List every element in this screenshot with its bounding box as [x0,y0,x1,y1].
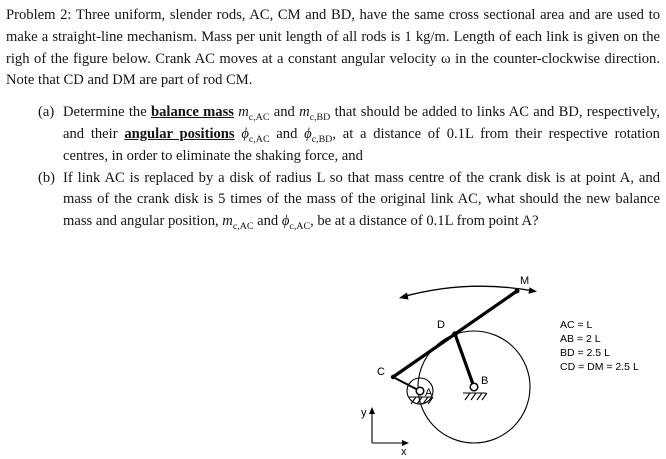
coordinate-axes [361,407,409,458]
y-axis-label: y [361,407,367,419]
problem-parts [6,102,660,233]
var-b-phi-cAC-base: ϕ [281,213,290,230]
problem-document [6,5,660,233]
part-b-text-3: , be at a distance of 0.1L from point A? [310,213,539,230]
label-B: B [481,375,489,387]
var-phi-cBD-sub: c,BD [311,133,333,145]
x-axis-label: x [401,446,407,458]
var-m-cBD-sub: c,BD [309,112,331,124]
part-a-text-5: , at a distance of 0.1L from their respective rotation centres, in order to eliminate the shaking force, and [63,125,660,164]
part-b-marker: (b) [38,169,56,186]
var-b-phi-cAC-sub: c,AC [289,221,311,233]
arrow-left-icon [399,293,409,300]
label-M: M [520,275,530,287]
var-phi-cBD-base: ϕ [304,125,312,142]
var-b-m-cAC-sub: c,AC [232,221,254,233]
part-a-text-4: and [269,125,305,142]
part-a-term-angular-positions: angular positions [124,125,235,142]
legend-line-3: BD = 2.5 L [560,347,610,359]
label-C: C [377,366,385,378]
var-m-cAC-base: m [238,104,249,121]
mechanism-figure [355,270,666,459]
part-b-text-1: If link AC is replaced by a disk of radius L so that mass centre of the crank disk is at point A, and mass of the crank disk is 5 times of the mass of the original link AC, what should the new balance mass and angular position, [63,169,660,230]
part-b [6,168,660,233]
part-b-text-2: and [253,213,282,230]
var-b-m-cAC-base: m [222,213,233,230]
arrow-right-icon [529,287,538,294]
part-a-text-1: Determine the [63,104,151,121]
joint-D-dot [452,331,458,337]
rod-BD [455,334,474,387]
part-a-text-2: and [269,104,300,121]
label-D: D [437,319,445,331]
pivot-A [416,387,424,395]
legend-line-1: AC = L [560,319,593,331]
var-m-cBD-base: m [299,104,310,121]
point-M-dot [515,289,520,294]
mechanism-diagram [355,270,666,459]
var-phi-cAC-sub: c,AC [248,133,270,145]
part-a-text-3: that should be added to links AC and BD, respectively, and their [63,104,661,142]
y-axis-arrow-icon [369,407,375,414]
part-a-marker: (a) [38,104,55,121]
legend-line-2: AB = 2 L [560,333,601,345]
var-phi-cAC-base: ϕ [241,125,249,142]
var-m-cAC-sub: c,AC [248,112,270,124]
ground-support-B [463,393,487,400]
problem-statement: Problem 2: Three uniform, slender rods, AC, CM and BD, have the same cross sectional area and are used to make a straight-line mechanism. Mass per unit length of all rods is 1 kg/m. Length of each link is given on the righ of the figure below. Crank AC moves at a constant angular velocity ω in the counter-clockwise direction. Note that CD and DM are part of rod CM. [6,7,660,89]
label-A: A [425,387,433,399]
legend-line-4: CD = DM = 2.5 L [560,361,639,373]
part-a-term-balance-mass: balance mass [151,104,234,121]
part-a [6,102,660,167]
joint-C-dot [391,375,395,379]
pivot-B [470,383,478,391]
